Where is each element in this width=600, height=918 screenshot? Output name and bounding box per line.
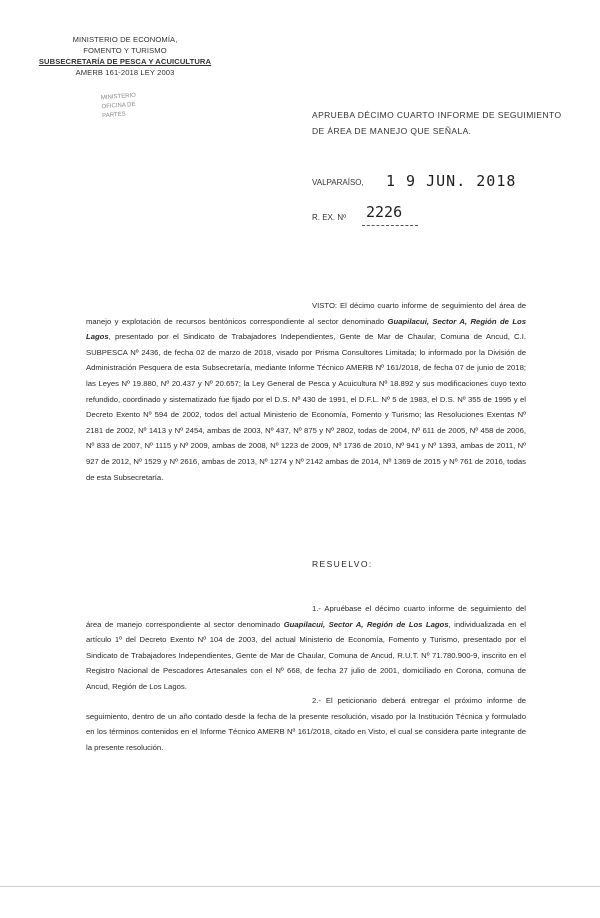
resuelvo-heading: RESUELVO: [312,559,373,569]
resolution-subject: APRUEBA DÉCIMO CUARTO INFORME DE SEGUIMIENTO DE ÁREA DE MANEJO QUE SEÑALA. [312,110,562,136]
reference-code: AMERB 161-2018 LEY 2003 [75,68,175,77]
place-label: VALPARAÍSO, [312,178,364,187]
visto-label: VISTO: [312,301,338,310]
visto-paragraph [86,298,526,485]
date-stamp: 1 9 JUN. 2018 [386,172,517,190]
stamp-line-2: OFICINA DE [101,101,136,111]
resolution-point-1 [86,601,526,695]
resolution-point-2: 2.- El peticionario deberá entregar el próximo informe de seguimiento, dentro de un año contado desde la fecha de la presente resolución, visado por la Institución Técnica y formulado en los términos contenidos en el Informe Técnico AMERB Nº 161/2018, citado en Visto, el cual se considera parte integrante de la presente resolución. [86,696,526,752]
point1-text-2: , individualizada en el artículo 1º del Decreto Exento Nº 104 de 2003, del actual Ministerio de Economía, Fomento y Turismo, presentado por el Sindicato de Trabajadores Independientes, Gente de Mar de Chaular, Comuna de Ancud, R.U.T. Nº 71.780.900-9, inscrito en el Registro Nacional de Pescadores Artesanales con el Nº 668, de fecha 27 julio de 2001, domiciliado en Corona, comuna de Ancud, Región de Los Lagos. [86,619,526,691]
office-stamp [101,90,168,134]
ministry-line-2: FOMENTO Y TURISMO [83,46,167,55]
point1-text-1: 1.- Apruébase el décimo cuarto informe de seguimiento del área de manejo correspondiente al sector denominado [86,604,526,629]
letterhead [30,34,220,78]
resolution-number: 2226 [366,203,403,221]
subsecretaria-line: SUBSECRETARÍA DE PESCA Y ACUICULTURA [38,57,212,66]
page-bottom-edge [0,886,600,887]
resolution-underline [362,225,418,226]
stamp-line-1: MINISTERIO [100,92,137,102]
visto-text-2: , presentado por el Sindicato de Trabajadores Independientes, Gente de Mar de Chaular, Comuna de Ancud, C.I. SUBPESCA Nº 2436, de fecha 02 de marzo de 2018, visado por Prisma Consultores Limitada; lo informado por la División de Administración Pesquera de esta Subsecretaría, mediante Informe Técnico AMERB Nº 161/2018, de fecha 07 de junio de 2018; las Leyes Nº 19.880, Nº 20.437 y Nº 20.657; la Ley General de Pesca y Acuicultura Nº 18.892 y sus modificaciones cuyo texto refundido, coordinado y sistematizado fue fijado por el D.S. Nº 430 de 1991, el D.F.L. Nº 5 de 1983, el D.S. Nº 355 de 1995 y el Decreto Exento Nº 594 de 2002, todos del actual Ministerio de Economía, Fomento y Turismo; las Resoluciones Exentas Nº 2181 de 2002, Nº 1413 y Nº 2454, ambas de 2003, Nº 437, Nº 875 y Nº 2802, todas de 2004, Nº 611 de 2005, Nº 458 de 2006, Nº 833 de 2007, Nº 1115 y Nº 2009, ambas de 2008, Nº 1223 de 2009, Nº 1736 de 2010, Nº 941 y Nº 1393, ambas de 2011, Nº 927 de 2012, Nº 1529 y Nº 2616, ambas de 2013, Nº 1274 y Nº 2142 ambas de 2014, Nº 1369 de 2015 y Nº 761 de 2016, todas de esta Subsecretaría. [86,332,526,482]
point1-sector: Guapilacui, Sector A, Región de Los Lagos [283,619,449,629]
visto-sector: Guapilacui, Sector A, Región de Los Lagos [86,316,526,342]
ministry-line: MINISTERIO DE ECONOMÍA, [72,35,178,44]
resolution-label: R. EX. Nº [312,213,347,222]
visto-text-1: El décimo cuarto informe de seguimiento del área de manejo y explotación de recursos bentónicos correspondiente al sector denominado [86,301,526,326]
stamp-line-3: PARTES [102,111,126,120]
